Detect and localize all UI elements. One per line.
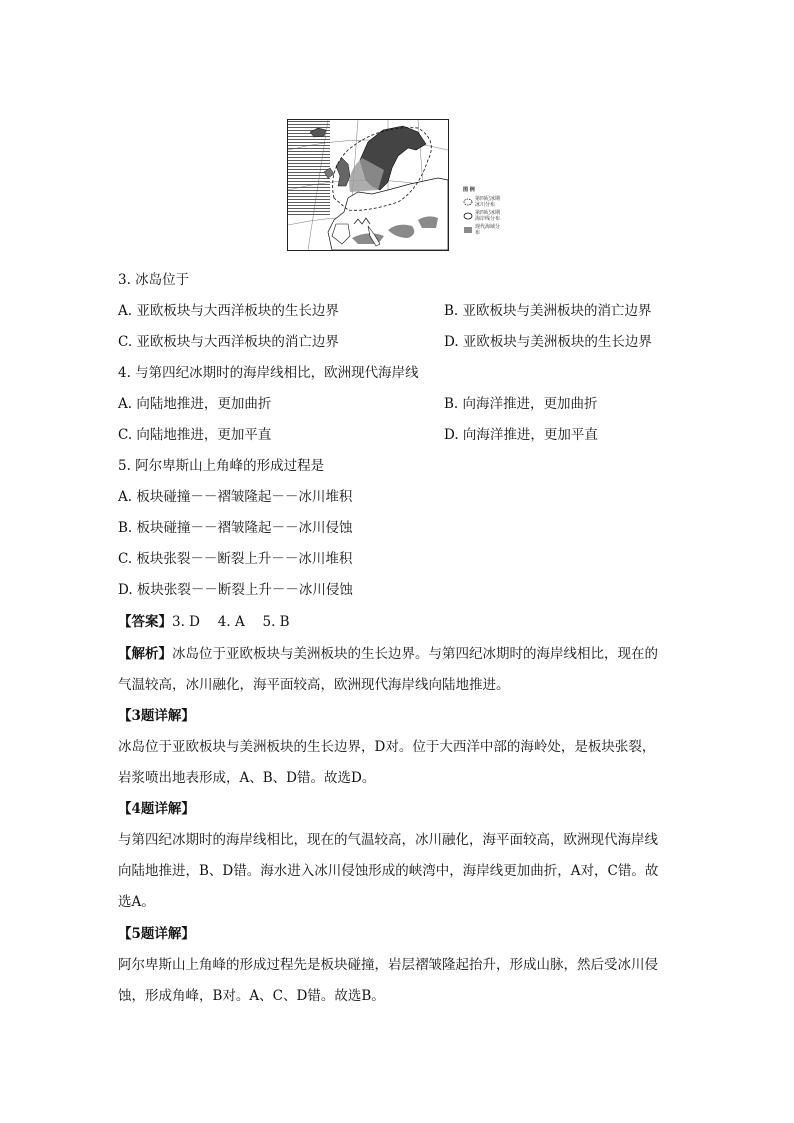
analysis-label: 【解析】 (118, 646, 172, 662)
analysis-text: 冰岛位于亚欧板块与美洲板块的生长边界。与第四纪冰期时的海岸线相比，现在的 (172, 646, 658, 662)
question-4-option-d: D. 向海洋推进，更加平直 (444, 427, 598, 443)
question-3-stem: 3. 冰岛位于 (118, 272, 190, 288)
legend-label: 第四纪冰期海岸线分布 (475, 210, 501, 222)
detail-3-text: 岩浆喷出地表形成，A、B、D错。故选D。 (118, 770, 376, 786)
question-5-option-a: A. 板块碰撞－－褶皱隆起－－冰川堆积 (118, 489, 353, 505)
question-4-stem: 4. 与第四纪冰期时的海岸线相比，欧洲现代海岸线 (118, 365, 419, 381)
gray-rect-icon (463, 226, 473, 234)
detail-4-text: 选A。 (118, 894, 155, 910)
legend-title: 图 例 (463, 187, 475, 193)
europe-map-figure (287, 115, 499, 252)
map-legend (463, 187, 503, 238)
detail-5-text: 蚀，形成角峰，B对。A、C、D错。故选B。 (118, 988, 385, 1004)
question-5-option-b: B. 板块碰撞－－褶皱隆起－－冰川侵蚀 (118, 520, 353, 536)
detail-4-heading: 【4题详解】 (118, 801, 195, 817)
question-3-option-a: A. 亚欧板块与大西洋板块的生长边界 (118, 303, 339, 319)
dashed-ellipse-icon (463, 198, 473, 206)
question-5-option-c: C. 板块张裂－－断裂上升－－冰川堆积 (118, 551, 353, 567)
question-5-stem: 5. 阿尔卑斯山上角峰的形成过程是 (118, 458, 325, 474)
legend-item (463, 210, 503, 222)
analysis-line (118, 645, 658, 663)
europe-map (287, 119, 449, 251)
question-3-option-d: D. 亚欧板块与美洲板块的生长边界 (444, 334, 652, 350)
answer-text: 3. D 4. A 5. B (172, 614, 290, 630)
question-4-option-c: C. 向陆地推进，更加平直 (118, 427, 272, 443)
legend-item (463, 196, 503, 208)
detail-3-text: 冰岛位于亚欧板块与美洲板块的生长边界，D对。位于大西洋中部的海岭处，是板块张裂， (118, 739, 656, 755)
question-3-option-b: B. 亚欧板块与美洲板块的消亡边界 (444, 303, 652, 319)
detail-4-text: 向陆地推进，B、D错。海水进入冰川侵蚀形成的峡湾中，海岸线更加曲折，A对，C错。故 (118, 863, 659, 879)
legend-label: 第四纪冰期冰川分布 (475, 196, 501, 208)
legend-item (463, 224, 503, 236)
question-5-option-d: D. 板块张裂－－断裂上升－－冰川侵蚀 (118, 582, 353, 598)
analysis-text: 气温较高，冰川融化，海平面较高，欧洲现代海岸线向陆地推进。 (118, 677, 510, 693)
europe-map-drawing (288, 120, 448, 250)
answer-line (118, 613, 290, 631)
question-3-option-c: C. 亚欧板块与大西洋板块的消亡边界 (118, 334, 339, 350)
detail-3-heading: 【3题详解】 (118, 708, 195, 724)
detail-4-text: 与第四纪冰期时的海岸线相比，现在的气温较高，冰川融化，海平面较高，欧洲现代海岸线 (118, 832, 658, 848)
detail-5-text: 阿尔卑斯山上角峰的形成过程先是板块碰撞，岩层褶皱隆起抬升，形成山脉，然后受冰川侵 (118, 957, 658, 973)
answer-label: 【答案】 (118, 614, 172, 630)
question-4-option-b: B. 向海洋推进，更加曲折 (444, 396, 598, 412)
legend-label: 现代海域分布 (475, 224, 501, 236)
detail-5-heading: 【5题详解】 (118, 926, 195, 942)
solid-ellipse-icon (463, 212, 473, 220)
question-4-option-a: A. 向陆地推进，更加曲折 (118, 396, 272, 412)
